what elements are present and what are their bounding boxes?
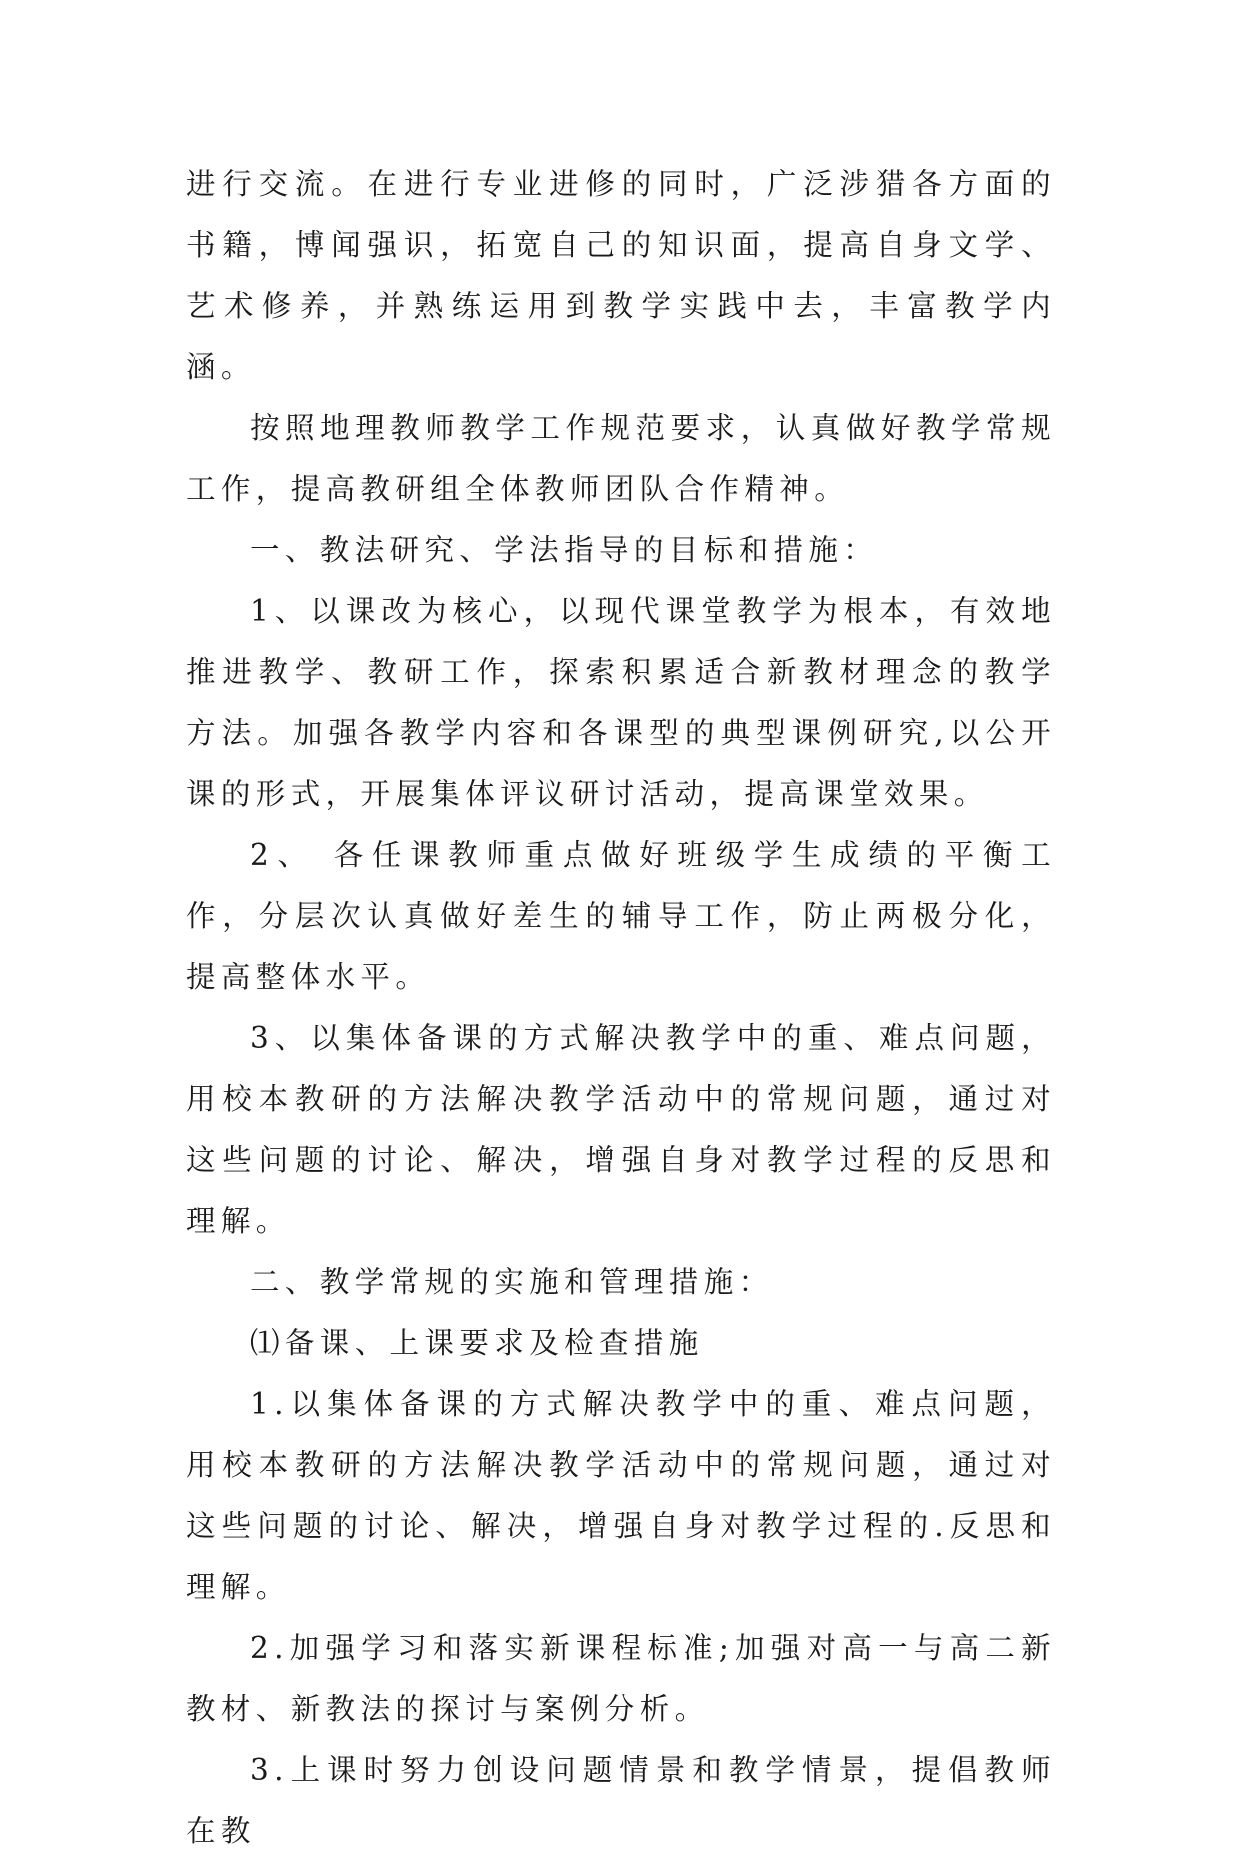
numbered-item-2: 2.加强学习和落实新课程标准;加强对高一与高二新教材、新教法的探讨与案例分析。 <box>186 1631 1056 1726</box>
numbered-item-3: 3.上课时努力创设问题情景和教学情景，提倡教师在教 <box>186 1753 1056 1848</box>
document-body <box>186 154 1056 1862</box>
list-item-3: 3、以集体备课的方式解决教学中的重、难点问题，用校本教研的方法解决教学活动中的常规问题，通过对这些问题的讨论、解决，增强自身对教学过程的反思和理解。 <box>186 1021 1056 1238</box>
list-item-2: 2、 各任课教师重点做好班级学生成绩的平衡工作，分层次认真做好差生的辅导工作，防止两极分化，提高整体水平。 <box>186 838 1056 994</box>
numbered-item-1: 1.以集体备课的方式解决教学中的重、难点问题，用校本教研的方法解决教学活动中的常规问题，通过对这些问题的讨论、解决，增强自身对教学过程的.反思和理解。 <box>186 1387 1056 1604</box>
paragraph-norms: 按照地理教师教学工作规范要求，认真做好教学常规工作，提高教研组全体教师团队合作精神。 <box>186 411 1056 506</box>
paragraph-continuation: 进行交流。在进行专业进修的同时，广泛涉猎各方面的书籍，博闻强识，拓宽自己的知识面，提高自身文学、艺术修养，并熟练运用到教学实践中去，丰富教学内涵。 <box>186 167 1056 384</box>
section-heading-2: 二、教学常规的实施和管理措施： <box>250 1265 774 1299</box>
section-heading-1: 一、教法研究、学法指导的目标和措施： <box>250 533 879 567</box>
list-item-1: 1、以课改为核心，以现代课堂教学为根本，有效地推进教学、教研工作，探索积累适合新教材理念的教学方法。加强各教学内容和各课型的典型课例研究,以公开课的形式，开展集体评议研讨活动，提高课堂效果。 <box>186 594 1056 811</box>
subsection-heading: ⑴备课、上课要求及检查措施 <box>250 1326 704 1360</box>
